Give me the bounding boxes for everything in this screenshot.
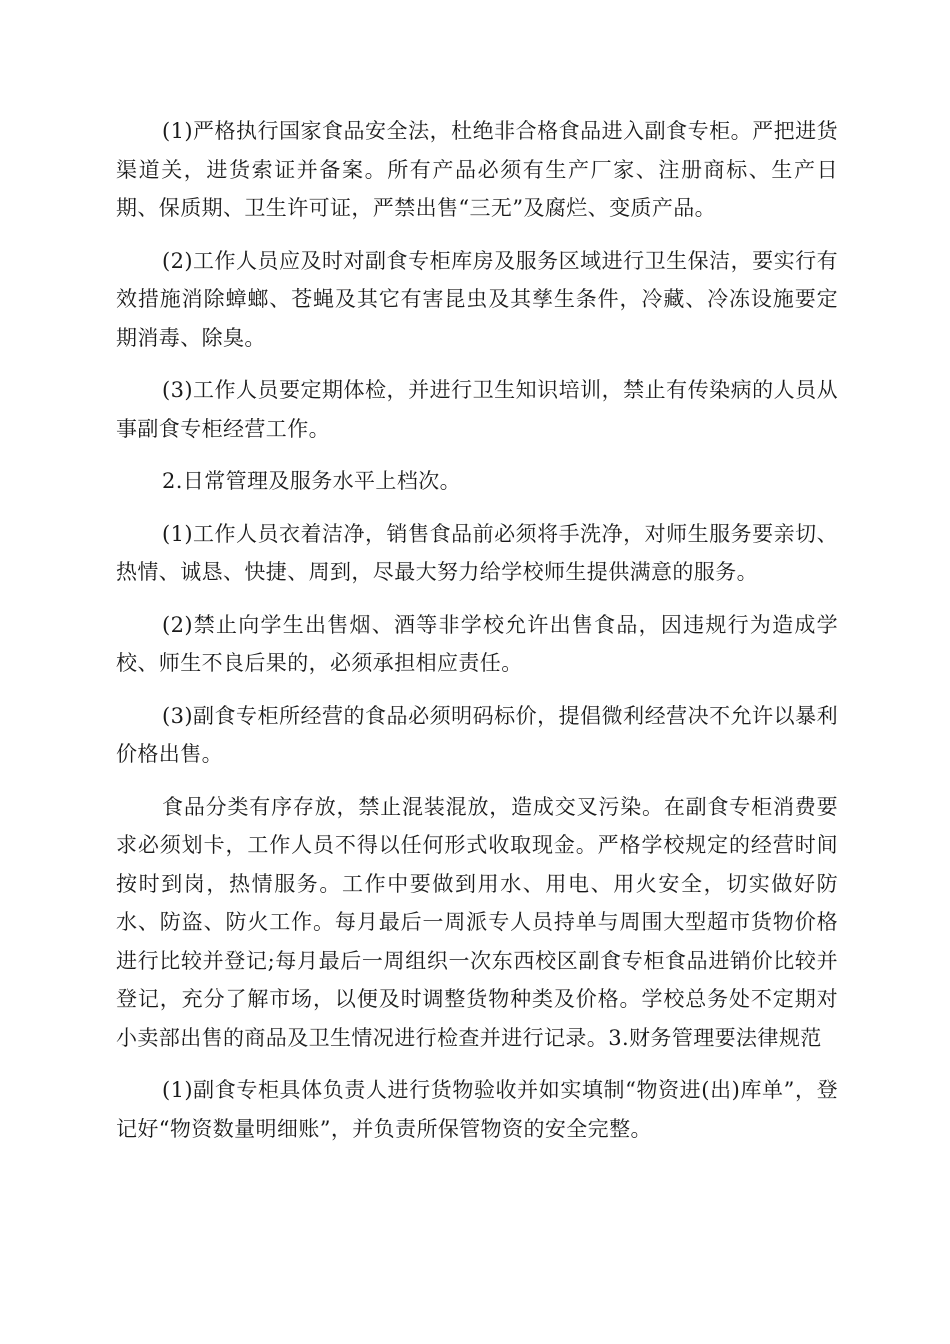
section-heading-daily-management: 2.日常管理及服务水平上档次。: [162, 469, 462, 493]
paragraph-health-checkup: (3)工作人员要定期体检，并进行卫生知识培训，禁止有传染病的人员从事副食专柜经营工作。: [116, 378, 838, 441]
document-body: [116, 112, 838, 1162]
paragraph-goods-inspection: (1)副食专柜具体负责人进行货物验收并如实填制“物资进(出)库单”，登记好“物资数量明细账”，并负责所保管物资的安全完整。: [116, 1078, 838, 1141]
paragraph-price-labeling: (3)副食专柜所经营的食品必须明码标价，提倡微利经营决不允许以暴利价格出售。: [116, 703, 838, 766]
paragraph-hygiene-cleaning: (2)工作人员应及时对副食专柜库房及服务区域进行卫生保洁，要实行有效措施消除蟑螂、苍蝇及其它有害昆虫及其孳生条件，冷藏、冷冻设施要定期消毒、除臭。: [116, 248, 838, 350]
paragraph-staff-service: (1)工作人员衣着洁净，销售食品前必须将手洗净，对师生服务要亲切、热情、诚恳、快捷、周到，尽最大努力给学校师生提供满意的服务。: [116, 521, 838, 584]
paragraph-tobacco-alcohol-ban: (2)禁止向学生出售烟、酒等非学校允许出售食品，因违规行为造成学校、师生不良后果的，必须承担相应责任。: [116, 612, 838, 675]
paragraph-food-safety-law: (1)严格执行国家食品安全法，杜绝非合格食品进入副食专柜。严把进货渠道关，进货索证并备案。所有产品必须有生产厂家、注册商标、生产日期、保质期、卫生许可证，严禁出售“三无”及腐烂、变质产品。: [116, 119, 838, 220]
paragraph-storage-and-operations: 食品分类有序存放，禁止混装混放，造成交叉污染。在副食专柜消费要求必须划卡，工作人员不得以任何形式收取现金。严格学校规定的经营时间按时到岗，热情服务。工作中要做到用水、用电、用火安全，切实做好防水、防盗、防火工作。每月最后一周派专人员持单与周围大型超市货物价格进行比较并登记;每月最后一周组织一次东西校区副食专柜食品进销价比较并登记，充分了解市场，以便及时调整货物种类及价格。学校总务处不定期对小卖部出售的商品及卫生情况进行检查并进行记录。3.财务管理要法律规范: [116, 794, 838, 1050]
